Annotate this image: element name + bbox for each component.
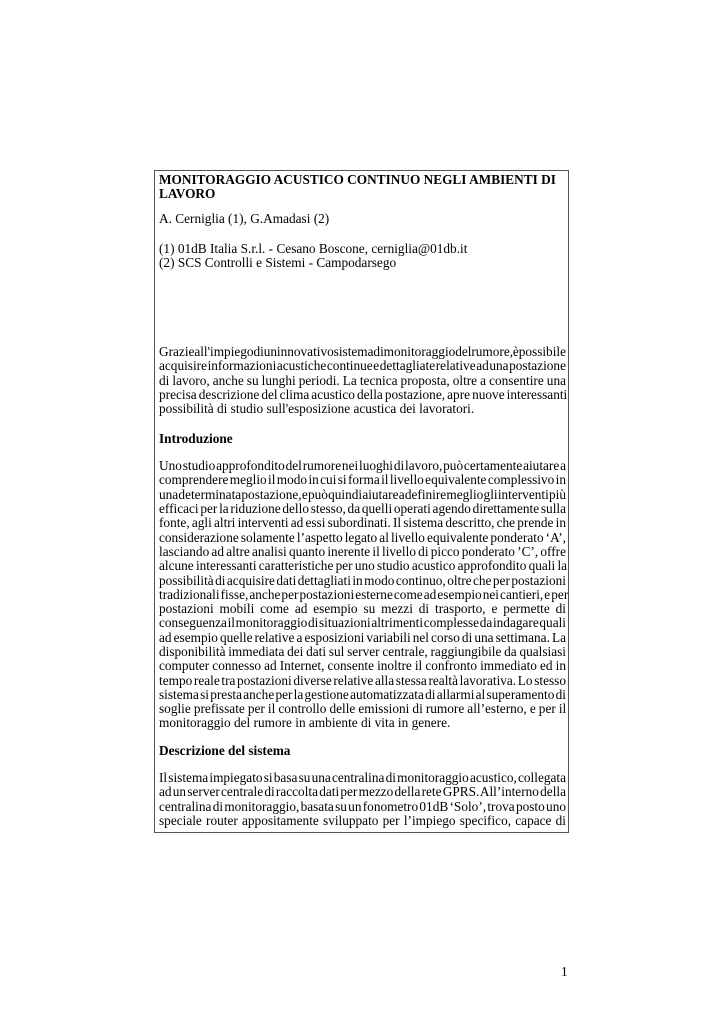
text-line: disponibilità immediata dei dati sul server centrale, raggiungibile da qualsiasi: [159, 644, 566, 659]
text-line: soglie prefissate per il controllo delle emissioni di rumore all’esterno, e per il: [159, 701, 567, 717]
text-line: possibilità di studio sull'esposizione acustica dei lavoratori.: [159, 401, 475, 417]
text-line: alcune interessanti caratteristiche per uno studio acustico approfondito quali la: [159, 558, 568, 574]
title-line: MONITORAGGIO ACUSTICO CONTINUO NEGLI AMBIENTI DI: [159, 172, 556, 187]
text-line: precisa descrizione del clima acustico della postazione, apre nuove interessanti: [159, 387, 568, 403]
abstract: [159, 345, 566, 416]
introduzione-paragraph: [159, 458, 569, 731]
text-line: computer connesso ad Internet, consente inoltre il confronto immediato ed in: [159, 658, 566, 674]
authors: [159, 212, 566, 226]
text-line: lasciando ad altre analisi quanto inerente il livello di picco ponderato ’C’, offre: [159, 543, 566, 559]
text-line: postazioni mobili come ad esempio su mezzi di trasporto, e permette di: [159, 601, 566, 617]
affiliation: (2) SCS Controlli e Sistemi - Campodarsego: [159, 254, 397, 270]
page-content: [159, 172, 569, 828]
text-line: tradizionali fisse, anche per postazioni esterne come ad esempio nei cantieri, e per: [159, 586, 569, 602]
paper-title: [159, 173, 566, 202]
text-line: una determinata postazione, e può quindi aiutare a definire meglio gli interventi più: [159, 486, 566, 502]
text-line: Uno studio approfondito del rumore nei luoghi di lavoro, può certamente aiutare a: [159, 458, 566, 474]
section-heading-introduzione: [159, 432, 566, 446]
text-line: comprendere meglio il modo in cui si forma il livello equivalente complessivo in: [159, 472, 566, 488]
heading-text: Introduzione: [159, 431, 233, 447]
authors-text: A. Cerniglia (1), G.Amadasi (2): [159, 210, 330, 226]
text-line: Il sistema impiegato si basa su una centralina di monitoraggio acustico, collegata: [159, 770, 566, 786]
text-line: acquisire informazioni acustiche continue e dettagliate relative ad una postazione: [159, 358, 566, 374]
text-line: possibilità di acquisire dati dettagliati in modo continuo, oltre che per postazioni: [159, 572, 566, 588]
section-heading-descrizione: [159, 744, 566, 758]
text-line: ad esempio quelle relative a esposizioni variabili nel corso di una settimana. La: [159, 629, 566, 645]
text-line: monitoraggio del rumore in ambiente di vita in genere.: [159, 715, 451, 731]
title-line: LAVORO: [159, 186, 216, 202]
descrizione-paragraph: [159, 771, 566, 828]
affiliation: (1) 01dB Italia S.r.l. - Cesano Boscone, cerniglia@01db.it: [159, 240, 468, 256]
affiliations: [159, 242, 566, 271]
text-line: conseguenza il monitoraggio di situazioni altrimenti complesse da indagare quali: [159, 615, 566, 631]
text-line: efficaci per la riduzione dello stesso, da quelli operati agendo direttamente sulla: [159, 501, 566, 517]
text-line: fonte, agli altri interventi ad essi subordinati. Il sistema descritto, che prende in: [159, 515, 566, 531]
text-line: di lavoro, anche su lunghi periodi. La tecnica proposta, oltre a consentire una: [159, 372, 566, 388]
text-line: tempo reale tra postazioni diverse relative alla stessa realtà lavorativa. Lo stesso: [159, 672, 566, 688]
text-line: sistema si presta anche per la gestione automatizzata di allarmi al superamento di: [159, 686, 566, 702]
text-line: speciale router appositamente sviluppato per l’impiego specifico, capace di: [159, 812, 566, 828]
text-line: Grazie all'impiego di un innovativo sistema di monitoraggio del rumore, è possibile: [159, 344, 566, 360]
page-number: 1: [561, 964, 568, 979]
text-line: centralina di monitoraggio, basata su un fonometro 01dB ‘Solo’, trova posto uno: [159, 798, 566, 814]
heading-text: Descrizione del sistema: [159, 743, 291, 759]
text-line: ad un server centrale di raccolta dati per mezzo della rete GPRS. All’interno della: [159, 784, 566, 800]
text-line: considerazione solamente l’aspetto legato al livello equivalente ponderato ‘A’,: [159, 529, 566, 545]
